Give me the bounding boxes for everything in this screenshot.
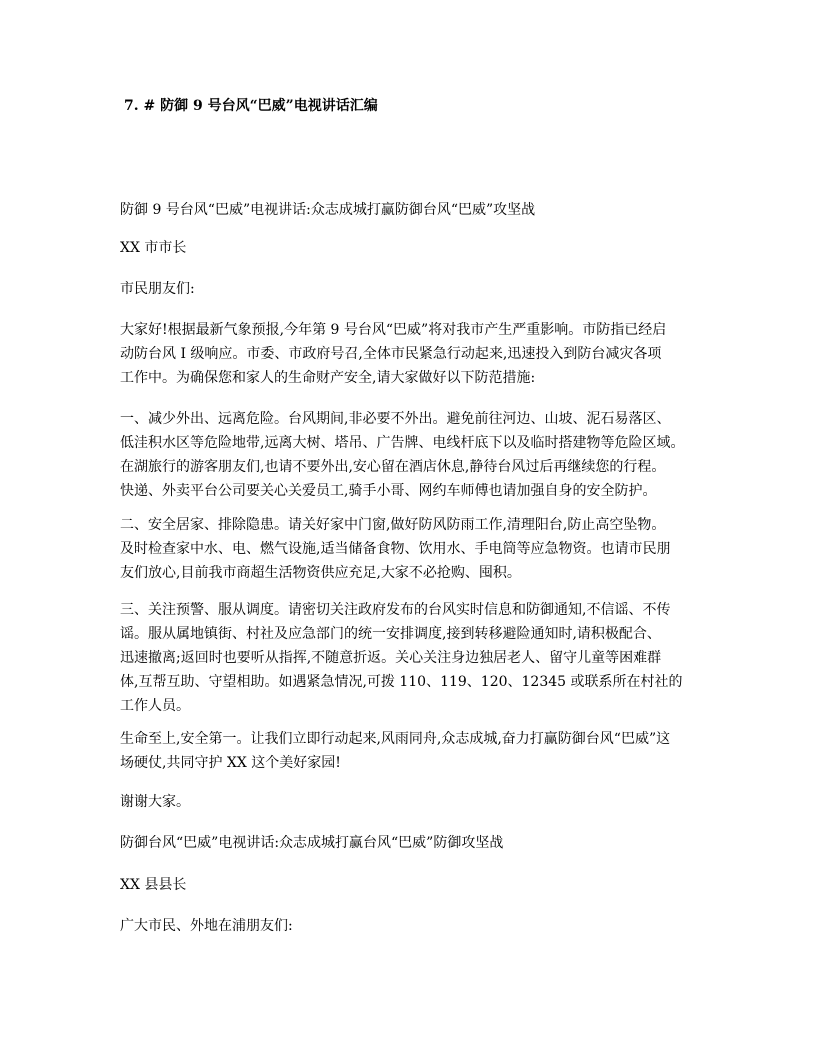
speech-2-heading: 防御台风“巴威”电视讲话:众志成城打赢台风“巴威”防御攻坚战 <box>120 835 504 851</box>
speech-1-intro-paragraph: 大家好!根据最新气象预报,今年第 9 号台风“巴威”将对我市产生严重影响。市防指已经启 动防台风 I 级响应。市委、市政府号召,全体市民紧急行动起来,迅速投入到防台减灾各项 工作中。为确保您和家人的生命财产安全,请大家做好以下防范措施: <box>120 322 667 386</box>
speech-1-measure-2: 二、安全居家、排除隐患。请关好家中门窗,做好防风防雨工作,清理阳台,防止高空坠物。 及时检查家中水、电、燃气设施,适当储备食物、饮用水、手电筒等应急物资。也请市民朋 友们放心,目前我市商超生活物资供应充足,大家不必抢购、囤积。 <box>120 517 671 581</box>
speech-1-heading: 防御 9 号台风“巴威”电视讲话:众志成城打赢防御台风“巴威”攻坚战 <box>120 202 536 218</box>
speech-2-speaker: XX 县县长 <box>120 877 187 893</box>
speech-1-speaker: XX 市市长 <box>120 240 187 256</box>
speech-1-closing: 生命至上,安全第一。让我们立即行动起来,风雨同舟,众志成城,奋力打赢防御台风“巴威”这 场硬仗,共同守护 XX 这个美好家园! <box>120 731 671 771</box>
speech-1-measure-3: 三、关注预警、服从调度。请密切关注政府发布的台风实时信息和防御通知,不信谣、不传 谣。服从属地镇街、村社及应急部门的统一安排调度,接到转移避险通知时,请积极配合、 迅速撤离;返回时也要听从指挥,不随意折返。关心关注身边独居老人、留守儿童等困难群 体,互帮互助、守望相助。如遇紧急情况,可拨 110、119、120、12345 或联系所在村社的 工作人员。 <box>120 602 683 714</box>
speech-1-measure-1: 一、减少外出、远离危险。台风期间,非必要不外出。避免前往河边、山坡、泥石易落区、 低洼积水区等危险地带,远离大树、塔吊、广告牌、电线杆底下以及临时搭建物等危险区域。 在湖旅行的游客朋友们,也请不要外出,安心留在酒店休息,静待台风过后再继续您的行程。 快递、外卖平台公司要关心关爱员工,骑手小哥、网约车师傅也请加强自身的安全防护。 <box>120 411 685 499</box>
speech-1-salutation: 市民朋友们: <box>120 281 195 297</box>
document-title: 7. # 防御 9 号台风“巴威”电视讲话汇编 <box>124 98 378 114</box>
speech-2-salutation: 广大市民、外地在浦朋友们: <box>120 918 293 934</box>
speech-1-thanks: 谢谢大家。 <box>120 794 190 810</box>
